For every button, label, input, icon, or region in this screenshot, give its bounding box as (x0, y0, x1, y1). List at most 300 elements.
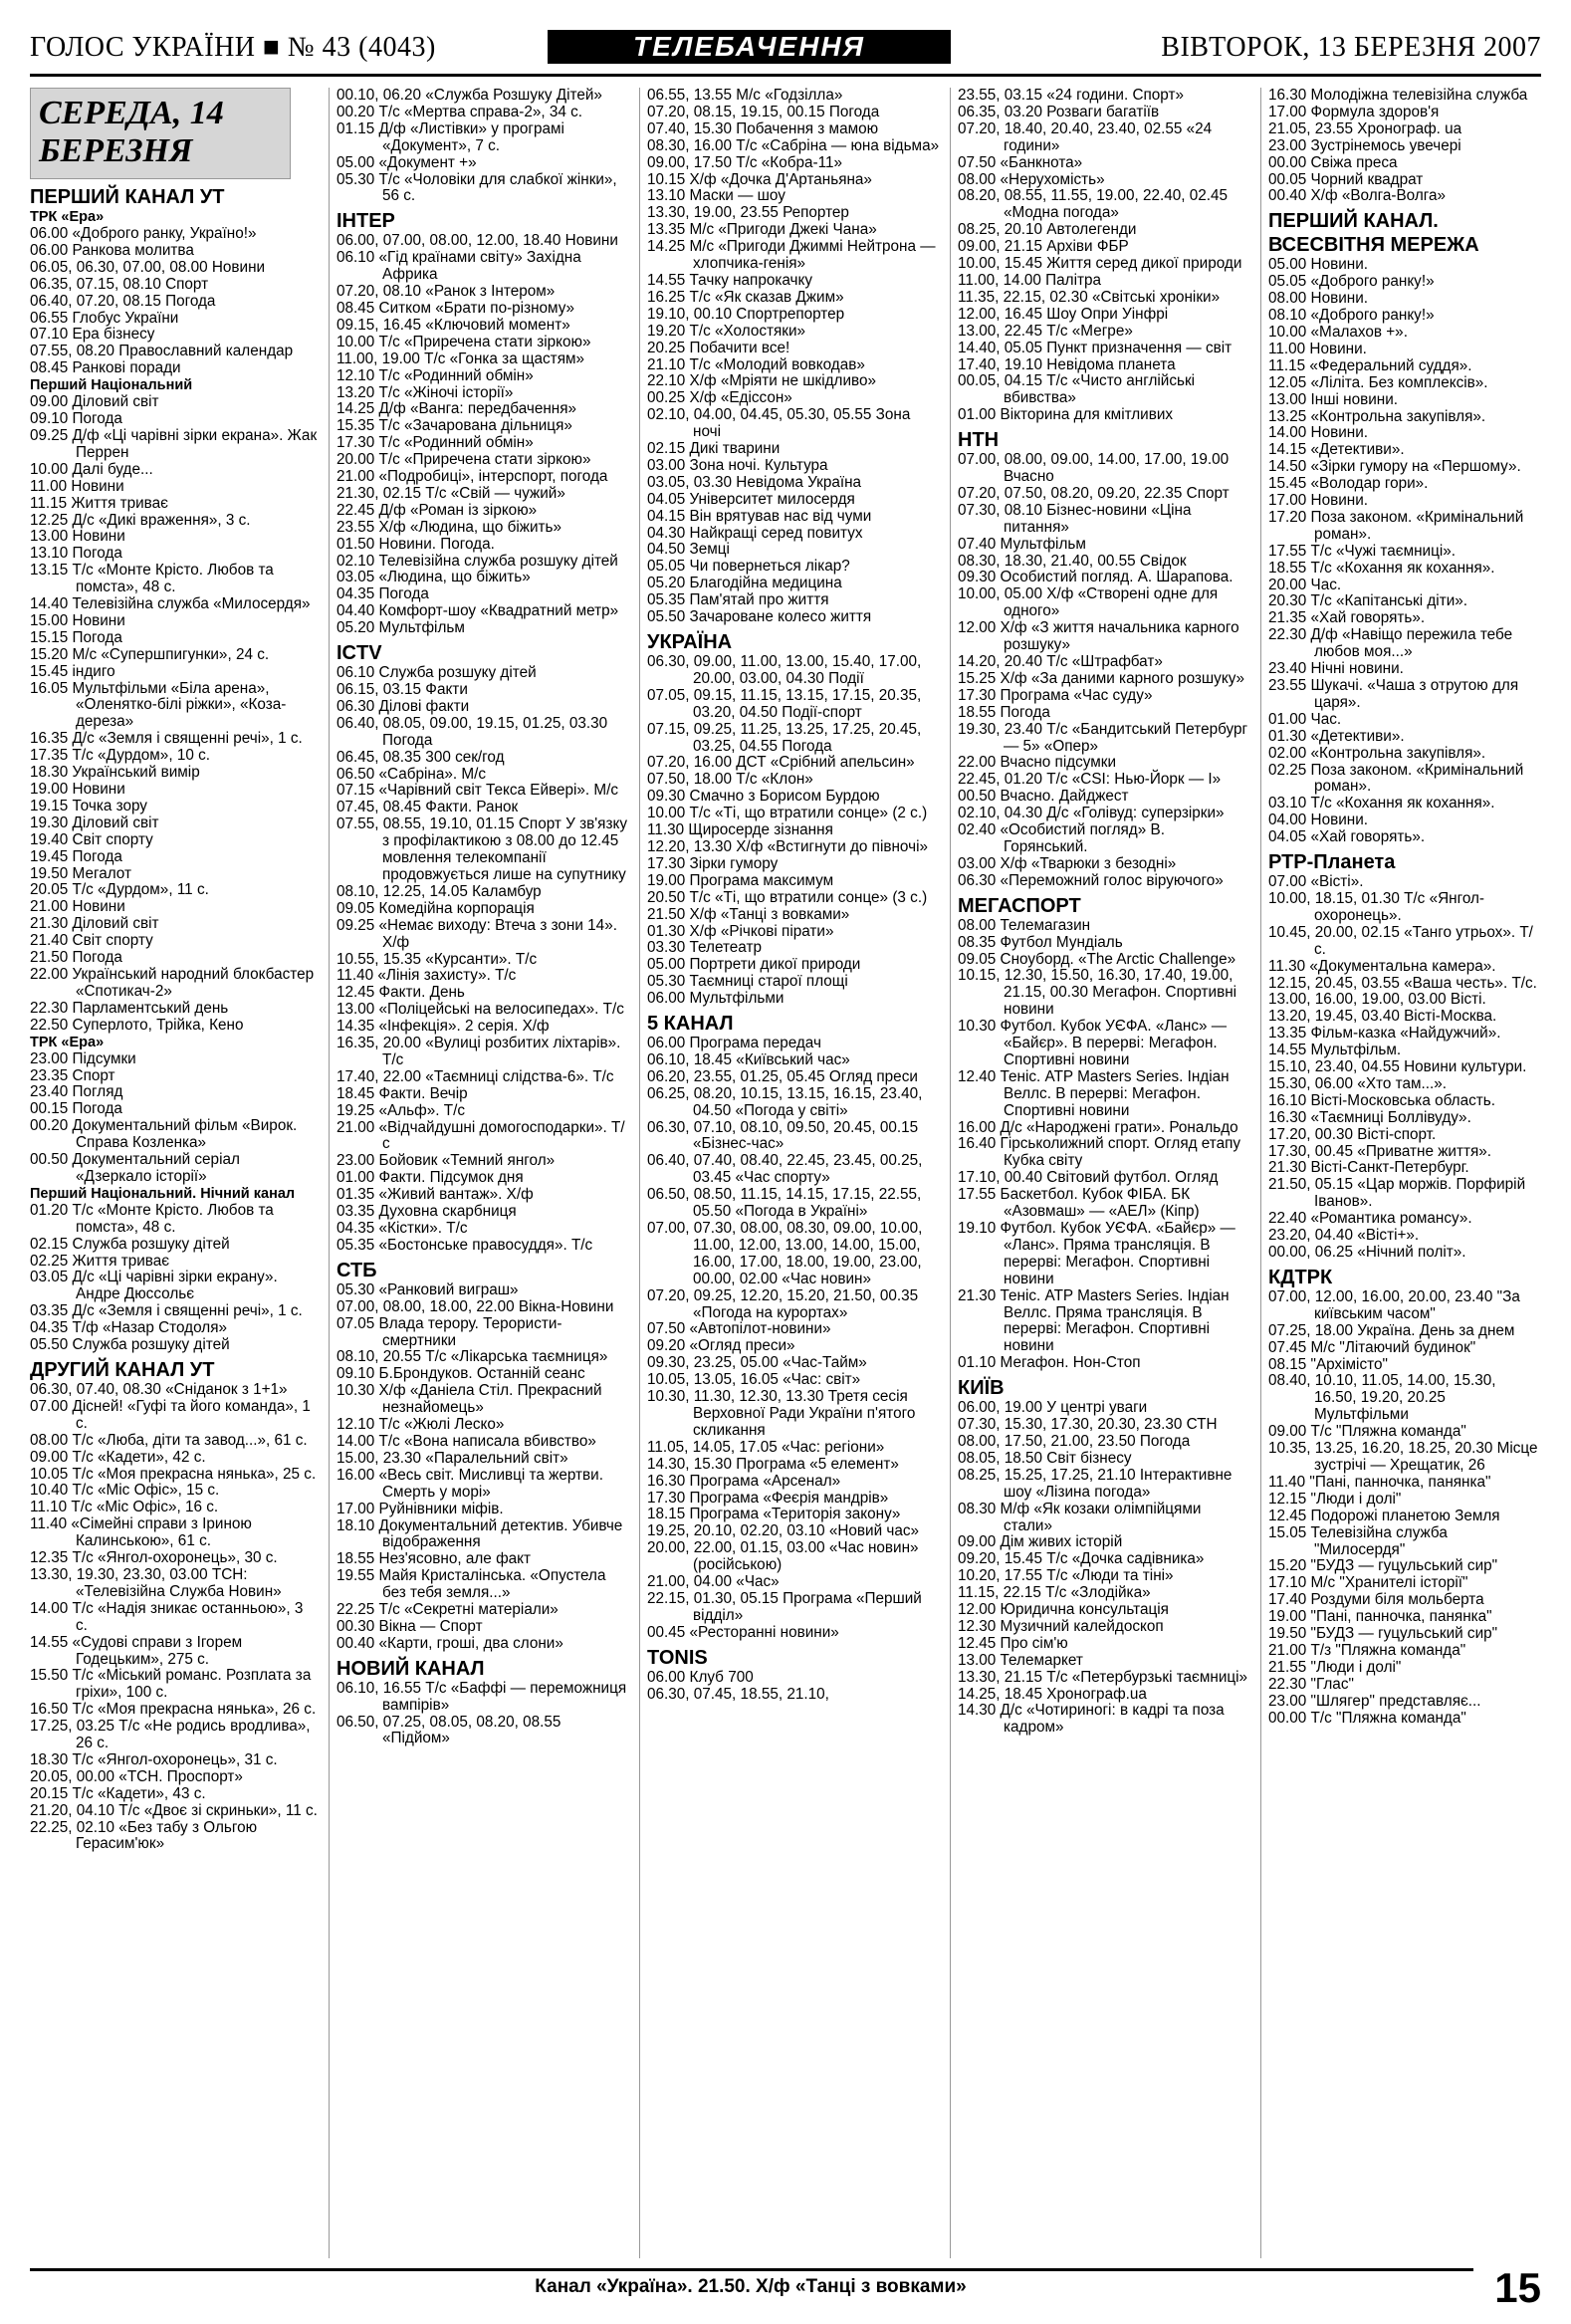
program-entry: 07.00 Дісней! «Гуфі та його команда», 1 с. (30, 1397, 311, 1432)
program-entry: 18.30 Т/с «Янгол-охоронець», 31 с. (30, 1750, 278, 1768)
program-entry: 11.00 Новини (30, 477, 124, 495)
program-entry: 06.00, 07.00, 08.00, 12.00, 18.40 Новини (337, 232, 618, 250)
program-entry: 15.05 Телевізійна служба "Милосердя" (1268, 1523, 1448, 1558)
program-entry: 17.55 Баскетбол. Кубок ФІБА. БК «Азовмаш» — «АЕЛ» (Кіпр) (958, 1186, 1200, 1221)
program-entry: 13.35 Фільм-казка «Найдужчий». (1268, 1025, 1501, 1043)
channel-heading: УКРАЇНА (647, 631, 733, 653)
program-entry: 15.45 «Володар гори». (1268, 475, 1429, 493)
program-entry: 05.05 Чи повернеться лікар? (647, 558, 850, 576)
program-entry: 06.00 Клуб 700 (647, 1668, 754, 1686)
program-entry: 17.40, 22.00 «Таємниці слідства-6». Т/с (337, 1067, 614, 1085)
program-entry: 23.55 Х/ф «Людина, що біжить» (337, 518, 562, 536)
column-2 (337, 88, 631, 2258)
program-entry: 17.25, 03.25 Т/с «Не родись вродлива», 26 с. (30, 1718, 311, 1752)
program-entry: 12.10 Т/с «Родинний обмін» (337, 366, 534, 384)
program-entry: 08.00 Телемагазин (958, 916, 1091, 934)
program-entry: 15.00, 23.30 «Паралельний світ» (337, 1449, 568, 1467)
program-entry: 21.20, 04.10 Т/с «Двоє зі скриньки», 11 с. (30, 1801, 318, 1819)
program-entry: 09.00 Т/с "Пляжна команда" (1268, 1423, 1466, 1441)
program-entry: 10.00, 18.15, 01.30 Т/с «Янгол-охоронець». (1268, 889, 1485, 924)
program-entry: 02.25 Життя триває (30, 1252, 170, 1270)
program-entry: 09.30 Особистий погляд. А. Шарапова. (958, 569, 1234, 586)
program-entry: 21.10 Т/с «Молодий вовкодав» (647, 355, 865, 373)
program-entry: 21.50 Погода (30, 949, 122, 967)
program-entry: 21.30 Теніс. ATP Masters Series. Індіан Веллс. Пряма трансляція. В перерві: Мегафон. Спортивні новини (958, 1286, 1230, 1355)
program-entry: 08.45 Ситком «Брати по-різному» (337, 299, 575, 317)
program-entry: 07.00, 12.00, 16.00, 20.00, 23.40 "За київським часом" (1268, 1287, 1520, 1322)
program-entry: 08.25, 15.25, 17.25, 21.10 Інтерактивне шоу «Лізина погода» (958, 1466, 1233, 1501)
channel-subheading: ТРК «Ера» (30, 209, 105, 225)
program-entry: 12.00, 16.45 Шоу Опри Уінфрі (958, 305, 1169, 323)
column-divider (950, 88, 951, 2258)
program-entry: 12.00 Юридична консультація (958, 1601, 1169, 1619)
program-entry: 09.00 Діловий світ (30, 393, 159, 411)
program-entry: 06.00 Програма передач (647, 1035, 821, 1052)
channel-heading: TONIS (647, 1646, 708, 1669)
masthead (30, 26, 1541, 72)
program-entry: 10.00 «Малахов +». (1268, 323, 1408, 341)
program-entry: 00.00 Т/с "Пляжна команда" (1268, 1709, 1466, 1727)
program-entry: 08.45 Ранкові поради (30, 359, 181, 377)
program-entry: 18.15 Програма «Територія закону» (647, 1506, 901, 1523)
program-entry: 19.10 Футбол. Кубок УЄФА. «Байєр» — «Ланс». Пряма трансляція. В перерві: Мегафон. Спортивні новини (958, 1220, 1235, 1287)
program-entry: 00.50 Документальний серіал «Дзеркало історії» (30, 1151, 240, 1185)
program-entry: 04.00 Новини. (1268, 812, 1368, 829)
program-entry: 02.10, 04.00, 04.45, 05.30, 05.55 Зона ночі (647, 406, 911, 441)
program-entry: 07.00 «Вісті». (1268, 873, 1364, 891)
program-entry: 11.05, 14.05, 17.05 «Час: регіони» (647, 1438, 885, 1456)
program-entry: 02.25 Поза законом. «Кримінальний роман». (1268, 761, 1524, 796)
program-entry: 09.05 Сноуборд. «The Arctic Challenge» (958, 950, 1236, 968)
program-entry: 11.15, 22.15 Т/с «Злодійка» (958, 1584, 1151, 1602)
program-entry: 06.55 Глобус України (30, 309, 179, 327)
channel-subheading: ТРК «Ера» (30, 1034, 105, 1050)
program-entry: 01.30 Х/ф «Річкові пірати» (647, 922, 834, 940)
program-entry: 08.00 Новини. (1268, 290, 1368, 308)
program-entry: 15.00 Новини (30, 611, 125, 629)
program-entry: 07.50, 18.00 Т/с «Клон» (647, 771, 813, 789)
program-entry: 05.05 «Доброго ранку!» (1268, 273, 1435, 291)
program-entry: 04.05 «Хай говорять». (1268, 828, 1426, 846)
program-entry: 03.05, 03.30 Невідома Україна (647, 473, 862, 491)
program-entry: 09.05 Комедійна корпорація (337, 899, 535, 917)
program-entry: 04.35 Погода (337, 585, 429, 603)
channel-heading: НОВИЙ КАНАЛ (337, 1657, 485, 1680)
program-entry: 06.30 Ділові факти (337, 697, 470, 715)
program-entry: 14.55 Тачку напрокачку (647, 271, 813, 289)
program-entry: 07.40, 15.30 Побачення з мамою (647, 119, 879, 137)
program-entry: 15.15 Погода (30, 628, 122, 646)
program-entry: 21.55 "Люди і долі" (1268, 1658, 1402, 1676)
channel-heading: РТР-Планета (1268, 851, 1396, 874)
program-entry: 14.00 Т/с «Надія зникає останньою», 3 с. (30, 1599, 304, 1634)
program-entry: 00.10, 06.20 «Служба Розшуку Дітей» (337, 88, 602, 104)
program-entry: 17.30, 00.45 «Приватне життя». (1268, 1142, 1492, 1160)
program-entry: 23.55, 03.15 «24 години. Спорт» (958, 88, 1184, 104)
program-entry: 16.35, 20.00 «Вулиці розбитих ліхтарів». Т/с (337, 1035, 621, 1068)
program-entry: 09.25 Д/ф «Ці чарівні зірки екрана». Жак Перрен (30, 426, 318, 461)
program-entry: 19.45 Погода (30, 847, 122, 865)
program-entry: 19.30, 23.40 Т/с «Бандитський Петербург — 5» «Опер» (958, 720, 1248, 755)
program-entry: 17.20 Поза законом. «Кримінальний роман». (1268, 508, 1524, 543)
program-entry: 14.40 Телевізійна служба «Милосердя» (30, 595, 311, 613)
channel-heading: КИЇВ (958, 1377, 1005, 1400)
program-entry: 00.45 «Ресторанні новини» (647, 1623, 839, 1641)
program-entry: 10.55, 15.35 «Курсанти». Т/с (337, 950, 538, 968)
program-entry: 21.00 «Подробиці», інтерспорт, погода (337, 468, 608, 486)
program-entry: 22.10 Х/ф «Мріяти не шкідливо» (647, 372, 876, 390)
program-entry: 03.30 Телетеатр (647, 939, 762, 957)
program-entry: 11.40 «Сімейні справи з Іриною Калинською», 61 с. (30, 1515, 252, 1550)
program-entry: 20.00 Т/с «Приречена стати зіркою» (337, 451, 591, 469)
program-entry: 16.00 «Весь світ. Мисливці та жертви. Смерть у морі» (337, 1466, 603, 1501)
program-entry: 04.35 Т/ф «Назар Стодоля» (30, 1319, 227, 1337)
program-entry: 10.15, 12.30, 15.50, 16.30, 17.40, 19.00, 21.15, 00.30 Мегафон. Спортивні новини (958, 967, 1237, 1019)
program-entry: 04.30 Найкращі серед повитух (647, 524, 863, 542)
program-entry: 21.50, 05.15 «Цар моржів. Порфирій Іванов». (1268, 1176, 1526, 1211)
program-entry: 12.10 Т/с «Жюлі Леско» (337, 1416, 505, 1434)
program-entry: 06.10, 18.45 «Київський час» (647, 1050, 850, 1068)
program-entry: 11.35, 22.15, 02.30 «Світські хроніки» (958, 288, 1221, 306)
program-entry: 05.20 Благодійна медицина (647, 575, 842, 592)
program-entry: 09.20 «Огляд преси» (647, 1337, 795, 1355)
program-entry: 19.55 Майя Кристалінська. «Опустела без тебя земля...» (337, 1567, 606, 1602)
program-entry: 10.30, 11.30, 12.30, 13.30 Третя сесія Верховної Ради України п'ятого скликання (647, 1388, 916, 1439)
program-entry: 13.20, 19.45, 03.40 Вісті-Москва. (1268, 1008, 1497, 1026)
program-entry: 08.00 Т/с «Люба, діти та завод...», 61 с. (30, 1431, 308, 1449)
program-entry: 17.30 Програма «Час суду» (958, 686, 1153, 704)
program-entry: 10.00, 15.45 Життя серед дикої природи (958, 255, 1242, 273)
channel-heading: 5 КАНАЛ (647, 1013, 734, 1036)
program-entry: 10.30 Х/ф «Даніела Стіл. Прекрасний незнайомець» (337, 1382, 602, 1417)
program-entry: 06.30, 07.40, 08.30 «Сніданок з 1+1» (30, 1381, 288, 1398)
program-entry: 07.55, 08.55, 19.10, 01.15 Спорт У зв'язку з профілактикою з 08.00 до 12.45 мовлення телекомпанії продовжується лише на супутнику (337, 815, 627, 883)
program-entry: 17.55 Т/с «Чужі таємниці». (1268, 542, 1456, 560)
program-entry: 13.20 Т/с «Жіночі історії» (337, 383, 514, 401)
program-entry: 05.35 «Бостонське правосуддя». Т/с (337, 1236, 593, 1254)
program-entry: 22.15, 01.30, 05.15 Програма «Перший відділ» (647, 1589, 922, 1624)
program-entry: 22.40 «Романтика романсу». (1268, 1210, 1472, 1228)
page-number: 15 (1494, 2264, 1541, 2311)
program-entry: 06.50, 08.50, 11.15, 14.15, 17.15, 22.55, 05.50 «Погода в Україні» (647, 1186, 922, 1221)
program-entry: 02.15 Служба розшуку дітей (30, 1235, 230, 1253)
program-entry: 07.55, 08.20 Православний календар (30, 343, 294, 360)
program-entry: 21.35 «Хай говорять». (1268, 609, 1426, 627)
program-entry: 13.25 «Контрольна закупівля». (1268, 407, 1486, 425)
program-entry: 20.05 Т/с «Дурдом», 11 с. (30, 881, 209, 899)
program-entry: 08.20, 08.55, 11.55, 19.00, 22.40, 02.45 «Модна погода» (958, 187, 1229, 222)
program-entry: 06.00 Мультфільми (647, 990, 785, 1008)
program-entry: 13.30, 19.30, 23.30, 03.00 ТСН: «Телевізійна Служба Новин» (30, 1565, 282, 1600)
program-entry: 05.30 Т/с «Чоловіки для слабкої жінки», 56 с. (337, 170, 617, 205)
program-entry: 23.00 Зустрінемось увечері (1268, 136, 1461, 154)
program-entry: 09.10 Погода (30, 410, 122, 428)
program-entry: 08.40, 10.10, 11.05, 14.00, 15.30, 16.50, 19.20, 20.25 Мультфільми (1268, 1372, 1496, 1424)
program-entry: 14.25 М/с «Пригоди Джиммі Нейтрона — хлопчика-генія» (647, 238, 936, 273)
program-entry: 19.50 Мегалот (30, 864, 131, 882)
program-entry: 19.25, 20.10, 02.20, 03.10 «Новий час» (647, 1522, 920, 1540)
program-entry: 12.25 Д/с «Дикі враження», 3 с. (30, 511, 251, 529)
program-entry: 21.00 Т/з "Пляжна команда" (1268, 1641, 1466, 1659)
program-entry: 23.20, 04.40 «Вісті+». (1268, 1227, 1420, 1245)
program-entry: 06.25, 08.20, 10.15, 13.15, 16.15, 23.40, 04.50 «Погода у світі» (647, 1084, 923, 1119)
program-entry: 03.35 Д/с «Земля і священні речі», 1 с. (30, 1302, 303, 1320)
program-entry: 09.30 Смачно з Борисом Бурдою (647, 788, 880, 806)
program-entry: 19.10, 00.10 Спортрепортер (647, 305, 845, 323)
program-entry: 11.40 "Пані, панночка, панянка" (1268, 1473, 1491, 1491)
program-entry: 06.40, 07.40, 08.40, 22.45, 23.45, 00.25, 03.45 «Час спорту» (647, 1152, 923, 1187)
program-entry: 16.35 Д/с «Земля і священні речі», 1 с. (30, 730, 303, 748)
program-entry: 22.45, 01.20 Т/с «CSI: Нью-Йорк — І» (958, 771, 1222, 789)
program-entry: 23.40 Нічні новини. (1268, 660, 1404, 678)
program-entry: 14.20, 20.40 Т/с «Штрафбат» (958, 653, 1163, 670)
program-entry: 07.50 «Банкнота» (958, 153, 1083, 171)
program-entry: 05.20 Мультфільм (337, 619, 465, 637)
program-entry: 08.30, 18.30, 21.40, 00.55 Свідок (958, 552, 1187, 570)
program-entry: 23.55 Шукачі. «Чаша з отрутою для царя». (1268, 677, 1519, 711)
program-entry: 04.35 «Кістки». Т/с (337, 1220, 468, 1237)
program-entry: 09.15, 16.45 «Ключовий момент» (337, 316, 570, 334)
program-entry: 19.00 "Пані, панночка, панянка" (1268, 1608, 1492, 1626)
program-entry: 06.35, 07.15, 08.10 Спорт (30, 275, 209, 293)
program-entry: 22.45 Д/ф «Роман із зіркою» (337, 501, 538, 519)
program-entry: 05.30 Таємниці старої площі (647, 973, 848, 991)
program-entry: 17.30 Т/с «Родинний обмін» (337, 434, 534, 452)
program-entry: 12.45 Факти. День (337, 984, 465, 1002)
program-entry: 00.05 Чорний квадрат (1268, 170, 1424, 188)
program-entry: 16.50 Т/с «Моя прекрасна нянька», 26 с. (30, 1701, 317, 1719)
program-entry: 16.10 Вісті-Московська область. (1268, 1091, 1495, 1109)
program-entry: 20.15 Т/с «Кадети», 43 с. (30, 1784, 206, 1802)
program-entry: 03.00 Зона ночі. Культура (647, 456, 828, 474)
program-entry: 11.00, 19.00 Т/с «Гонка за щастям» (337, 349, 584, 367)
program-entry: 05.50 Зачароване колесо життя (647, 608, 872, 626)
program-entry: 14.40, 05.05 Пункт призначення — світ (958, 339, 1233, 356)
program-entry: 06.10, 16.55 Т/с «Баффі — переможниця вампірів» (337, 1679, 627, 1714)
program-entry: 13.00 «Поліцейські на велосипедах». Т/с (337, 1001, 624, 1019)
program-entry: 13.30, 19.00, 23.55 Репортер (647, 204, 849, 222)
program-entry: 23.00 "Шлягер" представляє... (1268, 1692, 1481, 1710)
program-entry: 19.30 Діловий світ (30, 813, 159, 831)
column-4 (958, 88, 1252, 2258)
program-entry: 07.05 Влада терору. Терористи-смертники (337, 1314, 562, 1349)
program-entry: 03.05 «Людина, що біжить» (337, 569, 531, 586)
program-entry: 00.50 Вчасно. Дайджест (958, 788, 1129, 806)
program-entry: 06.35, 03.20 Розваги багатіїв (958, 103, 1160, 120)
program-entry: 15.45 індиго (30, 662, 115, 680)
program-entry: 22.30 "Глас" (1268, 1675, 1354, 1693)
program-entry: 10.45, 20.00, 02.15 «Танго утрьох». Т/с. (1268, 923, 1533, 958)
program-entry: 08.35 Футбол Мундіаль (958, 933, 1123, 951)
program-entry: 01.00 Факти. Підсумок дня (337, 1169, 524, 1187)
program-entry: 12.00 Х/ф «З життя начальника карного розшуку» (958, 619, 1239, 654)
program-entry: 20.50 Т/с «Ті, що втратили сонце» (3 с.) (647, 888, 928, 906)
program-entry: 05.30 «Ранковий виграш» (337, 1280, 519, 1298)
header-rule (30, 74, 1541, 77)
program-entry: 16.30 «Таємниці Боллівуду». (1268, 1108, 1471, 1126)
program-entry: 02.40 «Особистий погляд» В. Горянський. (958, 821, 1165, 855)
program-entry: 06.30, 07.10, 08.10, 09.50, 20.45, 00.15 «Бізнес-час» (647, 1118, 919, 1153)
column-5 (1268, 88, 1541, 2258)
program-entry: 12.15 "Люди і долі" (1268, 1490, 1402, 1508)
program-entry: 17.20, 00.30 Вісті-спорт. (1268, 1125, 1437, 1143)
program-entry: 16.25 Т/с «Як сказав Джим» (647, 288, 844, 306)
program-entry: 10.00 Далі буде... (30, 460, 153, 478)
program-entry: 07.15 «Чарівний світ Текса Ейвері». М/с (337, 782, 619, 800)
footer-rule (30, 2268, 1473, 2271)
publication-name: ГОЛОС УКРАЇНИ ■ № 43 (4043) (30, 32, 436, 63)
program-entry: 21.50 Х/ф «Танці з вовками» (647, 905, 850, 923)
program-entry: 06.30, 07.45, 18.55, 21.10, (647, 1685, 829, 1703)
program-entry: 14.50 «Зірки гумору на «Першому». (1268, 458, 1521, 476)
program-entry: 09.20, 15.45 Т/с «Дочка садівника» (958, 1550, 1205, 1568)
program-entry: 22.30 Парламентський день (30, 999, 229, 1017)
program-entry: 06.30, 09.00, 11.00, 13.00, 15.40, 17.00, 20.00, 03.00, 04.30 Події (647, 653, 922, 687)
program-entry: 08.05, 18.50 Світ бізнесу (958, 1449, 1132, 1467)
program-entry: 13.35 М/с «Пригоди Джекі Чана» (647, 221, 877, 239)
program-entry: 11.00, 14.00 Палітра (958, 271, 1102, 289)
program-entry: 09.00 Т/с «Кадети», 42 с. (30, 1448, 206, 1466)
page-footer (30, 2264, 1541, 2311)
program-entry: 18.55 Погода (958, 703, 1050, 721)
program-entry: 13.10 Погода (30, 545, 122, 563)
program-entry: 10.00 Т/с «Приречена стати зіркою» (337, 333, 591, 350)
program-entry: 14.55 Мультфільм. (1268, 1042, 1402, 1059)
program-entry: 21.05, 23.55 Хронограф. ua (1268, 119, 1462, 137)
program-entry: 09.00 Дім живих історій (958, 1533, 1123, 1551)
program-entry: 10.00, 05.00 Х/ф «Створені одне для одного» (958, 585, 1219, 620)
channel-heading: СТБ (337, 1259, 377, 1281)
program-entry: 08.10 «Доброго ранку!» (1268, 307, 1435, 325)
program-entry: 06.55, 13.55 М/с «Годзілла» (647, 88, 843, 104)
program-entry: 12.05 «Ліліта. Без комплексів». (1268, 373, 1488, 391)
program-entry: 00.20 Документальний фільм «Вирок. Справа Козленка» (30, 1117, 298, 1152)
program-entry: 13.00, 22.45 Т/с «Мегре» (958, 322, 1133, 340)
program-entry: 13.10 Маски — шоу (647, 187, 786, 205)
program-entry: 08.25, 20.10 Автолегенди (958, 221, 1137, 239)
program-entry: 15.35 Т/с «Зачарована дільниця» (337, 417, 572, 435)
program-entry: 20.00, 22.00, 01.15, 03.00 «Час новин» (російською) (647, 1539, 919, 1574)
program-entry: 07.20, 09.25, 12.20, 15.20, 21.50, 00.35 «Погода на курортах» (647, 1286, 919, 1321)
program-entry: 00.20 Т/с «Мертва справа-2», 34 с. (337, 103, 583, 120)
program-entry: 06.00 «Доброго ранку, Україно!» (30, 225, 257, 242)
day-title: СЕРЕДА, 14 БЕРЕЗНЯ (30, 88, 291, 179)
program-entry: 13.30, 21.15 Т/с «Петербурзькі таємниці» (958, 1668, 1248, 1686)
program-entry: 16.30 Молодіжна телевізійна служба (1268, 88, 1528, 104)
program-entry: 00.00 Свіжа преса (1268, 153, 1398, 171)
program-entry: 08.30, 16.00 Т/с «Сабріна — юна відьма» (647, 136, 940, 154)
program-entry: 07.20, 08.10 «Ранок з Інтером» (337, 283, 556, 301)
column-1 (30, 88, 319, 2258)
program-entry: 13.15 Т/с «Монте Крісто. Любов та помста», 48 с. (30, 562, 274, 596)
program-entry: 05.35 Пам'ятай про життя (647, 591, 829, 609)
program-entry: 01.10 Мегафон. Нон-Стоп (958, 1354, 1141, 1372)
program-entry: 11.15 «Федеральний суддя». (1268, 356, 1472, 374)
program-entry: 04.15 Він врятував нас від чуми (647, 507, 872, 525)
program-entry: 12.40 Теніс. ATP Masters Series. Індіан Веллс. В перерві: Мегафон. Спортивні новини (958, 1067, 1230, 1119)
program-entry: 00.40 Х/ф «Волга-Волга» (1268, 187, 1447, 205)
program-entry: 07.20, 16.00 ДСТ «Срібний апельсин» (647, 754, 915, 772)
channel-heading: НТН (958, 429, 1000, 452)
program-entry: 19.20 Т/с «Холостяки» (647, 322, 806, 340)
program-entry: 06.05, 06.30, 07.00, 08.00 Новини (30, 258, 266, 276)
program-entry: 15.20 "БУДЗ — гуцульський сир" (1268, 1557, 1498, 1575)
program-entry: 19.00 Програма максимум (647, 871, 834, 889)
tv-listings (30, 88, 1541, 2258)
program-entry: 03.10 Т/с «Кохання як кохання». (1268, 795, 1495, 813)
program-entry: 01.30 «Детективи». (1268, 727, 1405, 745)
program-entry: 21.00 «Відчайдушні домогосподарки». Т/с (337, 1118, 625, 1153)
program-entry: 06.40, 08.05, 09.00, 19.15, 01.25, 03.30 Погода (337, 714, 608, 749)
program-entry: 01.35 «Живий вантаж». Х/ф (337, 1186, 534, 1204)
channel-heading: ПЕРШИЙ КАНАЛ УТ (30, 186, 225, 208)
program-entry: 20.25 Побачити все! (647, 339, 790, 356)
program-entry: 14.30, 15.30 Програма «5 елемент» (647, 1455, 899, 1473)
program-entry: 12.45 Подорожі планетою Земля (1268, 1507, 1500, 1524)
program-entry: 04.05 Університет милосердя (647, 490, 855, 508)
program-entry: 10.05, 13.05, 16.05 «Час: світ» (647, 1371, 861, 1389)
program-entry: 18.55 Т/с «Кохання як кохання». (1268, 559, 1495, 577)
program-entry: 14.15 «Детективи». (1268, 441, 1405, 459)
program-entry: 07.25, 18.00 Україна. День за днем (1268, 1321, 1515, 1339)
program-entry: 22.00 Український народний блокбастер «Спотикач-2» (30, 965, 315, 1000)
program-entry: 06.10 «Гід країнами світу» Західна Африка (337, 249, 581, 284)
program-entry: 01.00 Вікторина для кмітливих (958, 406, 1174, 424)
program-entry: 13.00 Телемаркет (958, 1651, 1083, 1669)
program-entry: 06.50 «Сабріна». М/с (337, 765, 487, 783)
program-entry: 01.15 Д/ф «Листівки» у програмі «Документ», 7 с. (337, 119, 564, 154)
program-entry: 03.05 Д/с «Ці чарівні зірки екрану». Андре Дюссольє (30, 1269, 278, 1303)
program-entry: 00.30 Вікна — Спорт (337, 1617, 483, 1635)
program-entry: 02.00 «Контрольна закупівля». (1268, 744, 1486, 762)
program-entry: 05.50 Служба розшуку дітей (30, 1336, 230, 1354)
program-entry: 22.25, 02.10 «Без табу з Ольгою Герасим'юк» (30, 1818, 258, 1853)
program-entry: 18.45 Факти. Вечір (337, 1084, 468, 1102)
program-entry: 07.05, 09.15, 11.15, 13.15, 17.15, 20.35, 03.20, 04.50 Події-спорт (647, 686, 922, 721)
program-entry: 10.15 Х/ф «Дочка Д'Артаньяна» (647, 170, 872, 188)
program-entry: 14.25, 18.45 Хронограф.ua (958, 1685, 1147, 1703)
program-entry: 08.30 М/ф «Як козаки олімпійцями стали» (958, 1500, 1202, 1534)
program-entry: 06.15, 03.15 Факти (337, 681, 468, 698)
program-entry: 09.00, 21.15 Архіви ФБР (958, 238, 1129, 256)
program-entry: 11.00 Новини. (1268, 340, 1367, 357)
program-entry: 11.40 «Лінія захисту». Т/с (337, 967, 517, 985)
program-entry: 21.30 Вісті-Санкт-Петербург. (1268, 1159, 1469, 1177)
column-divider (639, 88, 640, 2258)
program-entry: 06.20, 23.55, 01.25, 05.45 Огляд преси (647, 1067, 918, 1085)
program-entry: 18.10 Документальний детектив. Убивче відображення (337, 1516, 623, 1551)
program-entry: 05.00 Портрети дикої природи (647, 956, 861, 974)
program-entry: 17.10 М/с "Хранителі історії" (1268, 1574, 1468, 1592)
program-entry: 11.30 Щиросерде зізнання (647, 821, 833, 839)
channel-heading: КДТРК (1268, 1266, 1333, 1288)
program-entry: 08.00, 17.50, 21.00, 23.50 Погода (958, 1432, 1191, 1450)
program-entry: 09.25 «Немає виходу: Втеча з зони 14». Х/ф (337, 916, 617, 951)
channel-heading: ПЕРШИЙ КАНАЛ. ВСЕСВІТНЯ МЕРЕЖА (1268, 210, 1479, 257)
program-entry: 19.15 Точка зору (30, 797, 147, 814)
channel-heading: ДРУГИЙ КАНАЛ УТ (30, 1359, 215, 1381)
program-entry: 21.00, 04.00 «Час» (647, 1573, 780, 1591)
program-entry: 00.40 «Карти, гроші, два слони» (337, 1634, 563, 1652)
column-divider (1260, 88, 1261, 2258)
program-entry: 20.00 Час. (1268, 576, 1342, 593)
program-entry: 16.30 Програма «Арсенал» (647, 1472, 841, 1490)
program-entry: 01.20 Т/с «Монте Крісто. Любов та помста», 48 с. (30, 1201, 274, 1236)
program-entry: 00.05, 04.15 Т/с «Чисто англійські вбивства» (958, 372, 1196, 407)
program-entry: 19.25 «Альф». Т/с (337, 1101, 465, 1119)
program-entry: 15.25 Х/ф «За даними карного розшуку» (958, 669, 1245, 687)
channel-subheading: Перший Національний (30, 377, 193, 394)
